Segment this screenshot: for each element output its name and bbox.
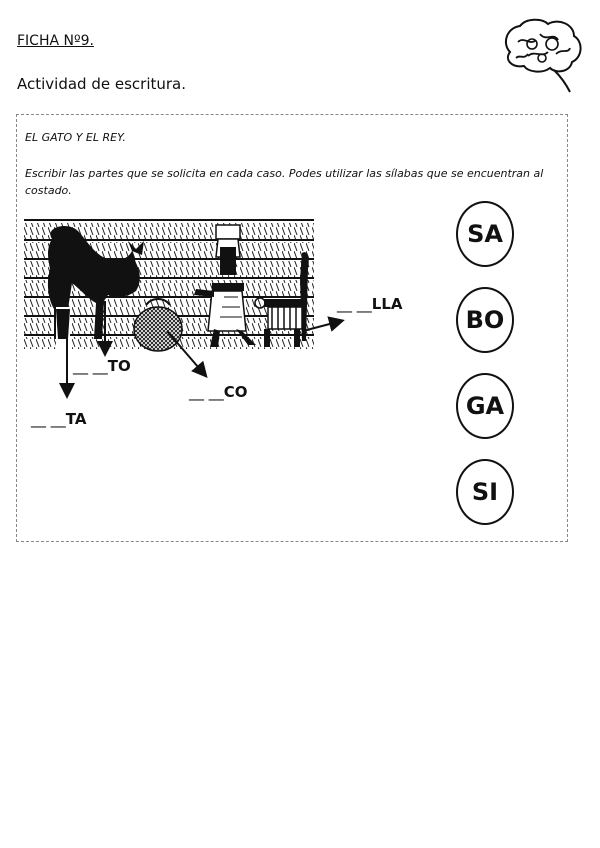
blank-suffix: LLA xyxy=(371,295,403,313)
page-title: FICHA Nº9. xyxy=(17,33,94,49)
instructions-text: Escribir las partes que se solicita en cada caso. Podes utilizar las sílabas que se encuentran al costado. xyxy=(25,167,544,197)
blank-lla[interactable] xyxy=(337,295,403,313)
syllable-si: SI xyxy=(456,459,514,525)
syllable-sa: SA xyxy=(456,201,514,267)
blank-ta[interactable] xyxy=(31,410,86,428)
blank-lines: __ __ xyxy=(73,357,108,375)
blank-lines: __ __ xyxy=(31,410,66,428)
cat-and-king-illustration xyxy=(24,219,314,355)
blank-co[interactable] xyxy=(189,383,248,401)
story-title: EL GATO Y EL REY. xyxy=(25,131,126,144)
blank-to[interactable] xyxy=(73,357,131,375)
blank-lines: __ __ xyxy=(337,295,372,313)
blank-lines: __ __ xyxy=(189,383,224,401)
blank-suffix: TO xyxy=(107,357,131,375)
brain-icon xyxy=(498,14,584,94)
blank-suffix: TA xyxy=(65,410,87,428)
activity-box xyxy=(16,114,568,542)
syllable-bo: BO xyxy=(456,287,514,353)
activity-heading: Actividad de escritura. xyxy=(17,75,186,93)
syllable-ga: GA xyxy=(456,373,514,439)
blank-suffix: CO xyxy=(223,383,248,401)
